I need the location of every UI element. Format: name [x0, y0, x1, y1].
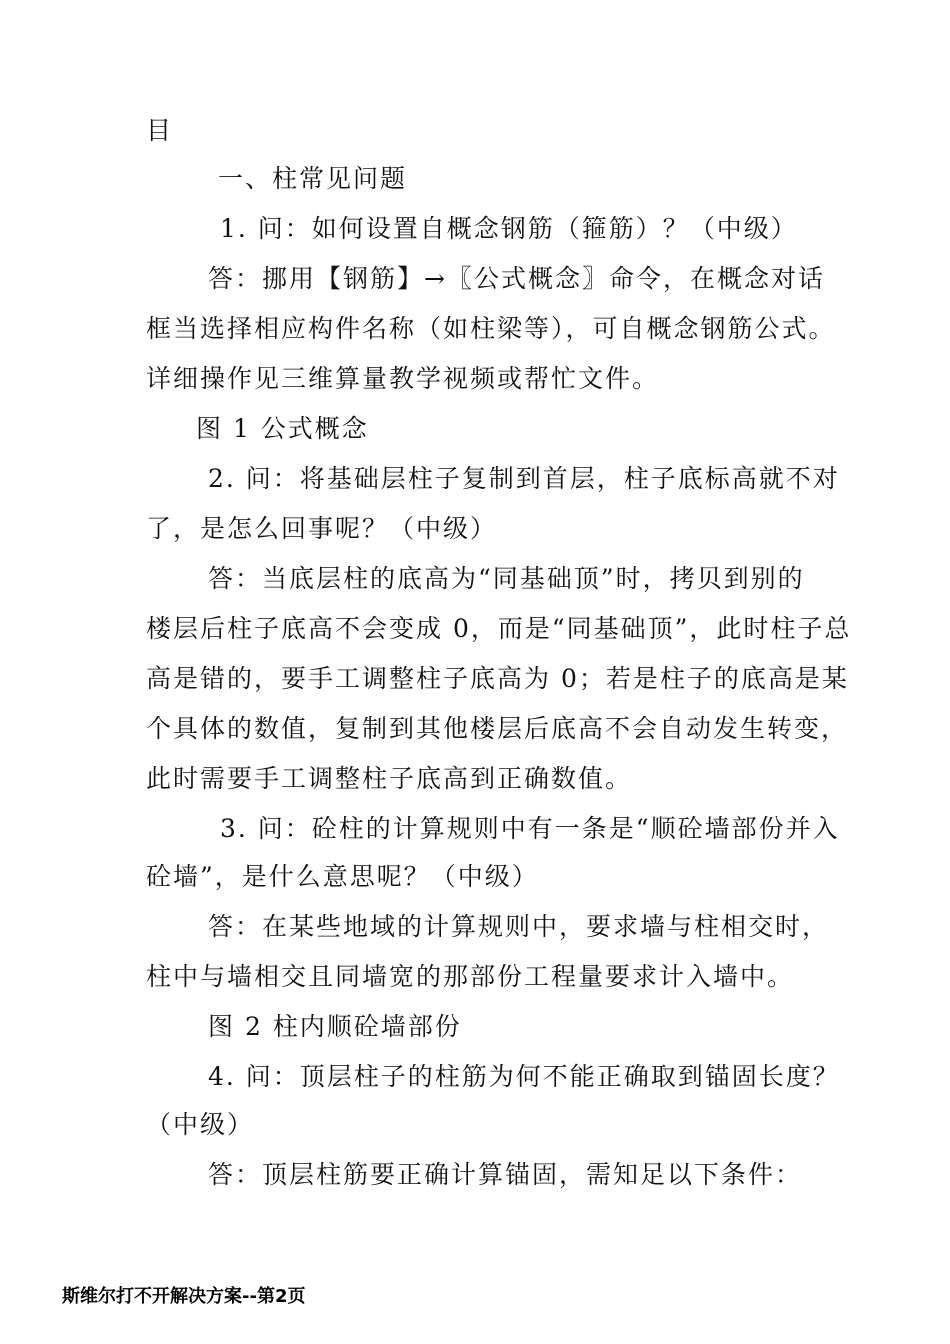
answer-1-line-1: 答：挪用【钢筋】→〖公式概念〗命令，在概念对话 [208, 264, 825, 293]
answer-4-line-1: 答：顶层柱筋要正确计算锚固，需知足以下条件： [208, 1160, 803, 1189]
question-3-line-1: 3. 问：砼柱的计算规则中有一条是“顺砼墙部份并入 [220, 814, 840, 843]
answer-3-line-1: 答：在某些地域的计算规则中，要求墙与柱相交时， [208, 912, 830, 941]
answer-1-line-2: 框当选择相应构件名称（如柱梁等），可自概念钢筋公式。 [146, 314, 836, 343]
answer-2-line-3: 高是错的，要手工调整柱子底高为 0；若是柱子的底高是某 [146, 664, 849, 693]
page-footer: 斯维尔打不开解决方案--第2页 [62, 1286, 306, 1307]
heading-toc-fragment: 目 [146, 116, 174, 145]
answer-2-line-4: 个具体的数值，复制到其他楼层后底高不会自动发生转变， [146, 714, 849, 743]
question-2-line-2: 了，是怎么回事呢？（中级） [146, 514, 498, 543]
question-4-line-1: 4. 问：顶层柱子的柱筋为何不能正确取到锚固长度？ [208, 1062, 840, 1091]
question-1: 1. 问：如何设置自概念钢筋（箍筋）？（中级） [220, 214, 798, 243]
figure-1-caption: 图 1 公式概念 [196, 414, 369, 443]
answer-3-line-2: 柱中与墙相交且同墙宽的那部份工程量要求计入墙中。 [146, 962, 795, 991]
answer-2-line-2: 楼层后柱子底高不会变成 0，而是“同基础顶”，此时柱子总 [146, 614, 852, 643]
figure-2-caption: 图 2 柱内顺砼墙部份 [208, 1012, 462, 1041]
question-3-line-2: 砼墙”，是什么意思呢？（中级） [146, 862, 539, 891]
answer-2-line-5: 此时需要手工调整柱子底高到正确数值。 [146, 764, 633, 793]
section-title: 一、柱常见问题 [218, 164, 408, 193]
question-4-line-2: （中级） [146, 1110, 255, 1139]
answer-2-line-1: 答：当底层柱的底高为“同基础顶”时，拷贝到别的 [208, 564, 805, 593]
answer-1-line-3: 详细操作见三维算量教学视频或帮忙文件。 [146, 364, 660, 393]
question-2-line-1: 2. 问：将基础层柱子复制到首层，柱子底标高就不对 [208, 464, 840, 493]
